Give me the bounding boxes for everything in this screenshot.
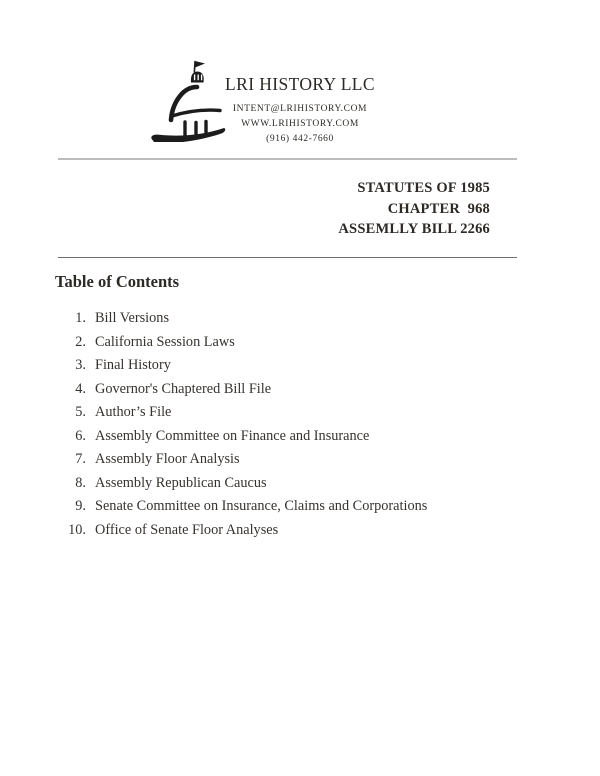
toc-item bbox=[60, 476, 427, 491]
item-label: Office of Senate Floor Analyses bbox=[95, 521, 279, 538]
toc-item bbox=[60, 405, 427, 420]
item-label: Senate Committee on Insurance, Claims and Corporations bbox=[95, 498, 428, 514]
item-number: 2. bbox=[75, 333, 86, 350]
contact-email: INTENT@LRIHISTORY.COM bbox=[232, 104, 368, 114]
item-number: 10. bbox=[68, 521, 86, 538]
toc-item bbox=[60, 452, 427, 467]
item-number: 3. bbox=[75, 357, 86, 373]
toc-item bbox=[60, 311, 427, 326]
toc-item bbox=[60, 429, 427, 444]
item-number: 4. bbox=[75, 380, 86, 397]
item-number: 6. bbox=[75, 427, 86, 444]
item-label: Governor's Chaptered Bill File bbox=[95, 380, 272, 397]
item-label: California Session Laws bbox=[95, 333, 235, 350]
toc-item bbox=[60, 523, 427, 538]
reference-bill: ASSEMLLY BILL 2266 bbox=[338, 221, 490, 237]
item-number: 1. bbox=[75, 310, 86, 326]
toc-item bbox=[60, 358, 427, 373]
item-number: 9. bbox=[75, 498, 86, 514]
item-label: Final History bbox=[95, 357, 171, 373]
divider-top bbox=[58, 158, 517, 160]
company-name: LRI HISTORY LLC bbox=[225, 74, 375, 94]
toc-item bbox=[60, 382, 427, 397]
item-number: 5. bbox=[75, 404, 86, 420]
divider-bottom bbox=[58, 257, 517, 258]
toc-title: Table of Contents bbox=[55, 272, 180, 291]
contact-website: WWW.LRIHISTORY.COM bbox=[241, 119, 359, 129]
reference-block bbox=[338, 178, 490, 240]
item-label: Author’s File bbox=[95, 404, 172, 420]
item-label: Assembly Republican Caucus bbox=[95, 474, 267, 491]
item-label: Assembly Committee on Finance and Insurance bbox=[95, 427, 370, 444]
toc-item bbox=[60, 499, 427, 514]
item-label: Bill Versions bbox=[95, 310, 170, 326]
item-number: 7. bbox=[75, 451, 86, 467]
toc-list bbox=[60, 311, 427, 546]
toc-item bbox=[60, 335, 427, 350]
item-label: Assembly Floor Analysis bbox=[95, 451, 240, 467]
reference-chapter: CHAPTER 968 bbox=[387, 200, 490, 217]
contact-phone: (916) 442-7660 bbox=[266, 134, 334, 144]
reference-statutes: STATUTES OF 1985 bbox=[357, 180, 490, 196]
letterhead bbox=[0, 74, 600, 147]
item-number: 8. bbox=[75, 474, 86, 491]
